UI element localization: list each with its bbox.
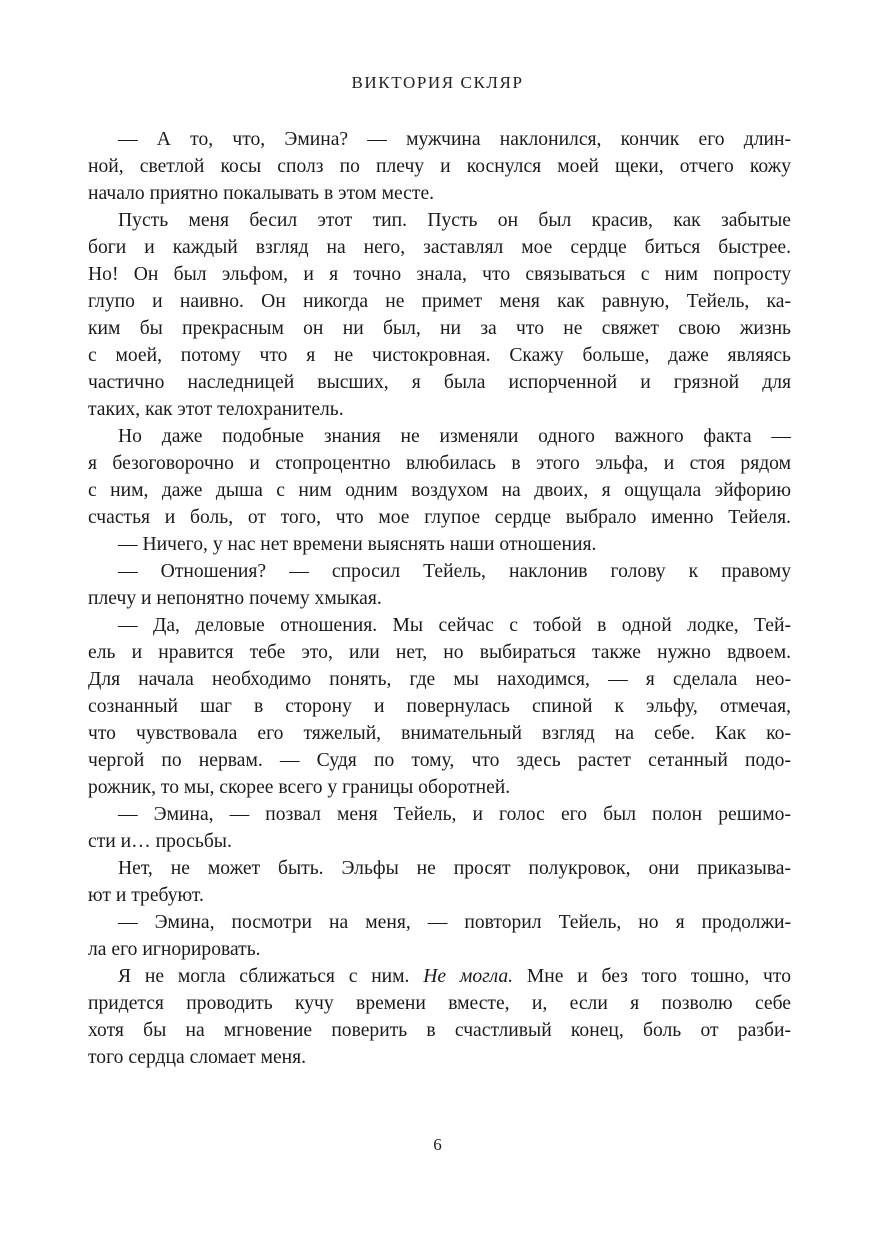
text-line: Пусть меня бесил этот тип. Пусть он был красив, как забытые	[118, 210, 791, 231]
text-run: Мне и без того тошно, что	[513, 966, 791, 987]
text-line: — Да, деловые отношения. Мы сейчас с тобой в одной лодке, Тей-	[118, 615, 791, 636]
text-line: — Эмина, — позвал меня Тейель, и голос его был полон решимо-	[118, 804, 791, 825]
running-head-author: ВИКТОРИЯ СКЛЯР	[351, 73, 524, 92]
italic-emphasis: Не могла.	[423, 966, 514, 987]
text-line: Нет, не может быть. Эльфы не просят полукровок, они приказыва-	[118, 858, 791, 879]
text-line: придется проводить кучу времени вместе, и, если я позволю себе	[88, 993, 791, 1014]
text-line: рожник, то мы, скорее всего у границы оборотней.	[88, 777, 511, 798]
text-line: глупо и наивно. Он никогда не примет меня как равную, Тейель, ка-	[88, 291, 791, 312]
text-line: начало приятно покалывать в этом месте.	[88, 183, 435, 204]
text-line: с моей, потому что я не чистокровная. Скажу больше, даже являясь	[88, 345, 791, 366]
text-line: ной, светлой косы сполз по плечу и коснулся моей щеки, отчего кожу	[88, 156, 791, 177]
text-line: частично наследницей высших, я была испорченной и грязной для	[88, 372, 791, 393]
text-line: что чувствовала его тяжелый, внимательный взгляд на себе. Как ко-	[88, 723, 791, 744]
text-line: ла его игнорировать.	[88, 939, 261, 960]
text-line: ель и нравится тебе это, или нет, но выбираться также нужно вдвоем.	[88, 642, 791, 663]
text-line: хотя бы на мгновение поверить в счастливый конец, боль от разби-	[88, 1020, 791, 1041]
text-line: — Эмина, посмотри на меня, — повторил Тейель, но я продолжи-	[118, 912, 791, 933]
text-line: — Ничего, у нас нет времени выяснять наши отношения.	[118, 534, 597, 555]
text-line: Для начала необходимо понять, где мы находимся, — я сделала нео-	[88, 669, 791, 690]
text-line: — Отношения? — спросил Тейель, наклонив голову к правому	[118, 561, 791, 582]
text-line: с ним, даже дыша с ним одним воздухом на двоих, я ощущала эйфорию	[88, 480, 791, 501]
text-line: Но даже подобные знания не изменяли одного важного факта —	[118, 426, 791, 447]
text-line: таких, как этот телохранитель.	[88, 399, 344, 420]
text-line: сти и… просьбы.	[88, 831, 232, 852]
text-line: того сердца сломает меня.	[88, 1047, 307, 1068]
text-line: ют и требуют.	[88, 885, 204, 906]
text-line: Но! Он был эльфом, и я точно знала, что связываться с ним попросту	[88, 264, 791, 285]
text-line: ким бы прекрасным он ни был, ни за что не свяжет свою жизнь	[88, 318, 791, 339]
body-text	[88, 126, 791, 1071]
text-line: — А то, что, Эмина? — мужчина наклонился, кончик его длин-	[118, 129, 791, 150]
text-line: боги и каждый взгляд на него, заставлял мое сердце биться быстрее.	[88, 237, 791, 258]
text-line: плечу и непонятно почему хмыкая.	[88, 588, 382, 609]
text-line: чергой по нервам. — Судя по тому, что здесь растет сетанный подо-	[88, 750, 791, 771]
page-number: 6	[433, 1135, 442, 1154]
text-line: счастья и боль, от того, что мое глупое сердце выбрало именно Тейеля.	[88, 507, 791, 528]
text-line: я безоговорочно и стопроцентно влюбилась в этого эльфа, и стоя рядом	[88, 453, 791, 474]
text-line: сознанный шаг в сторону и повернулась спиной к эльфу, отмечая,	[88, 696, 791, 717]
text-line	[88, 963, 791, 990]
text-run: Я не могла сближаться с ним.	[118, 966, 424, 987]
